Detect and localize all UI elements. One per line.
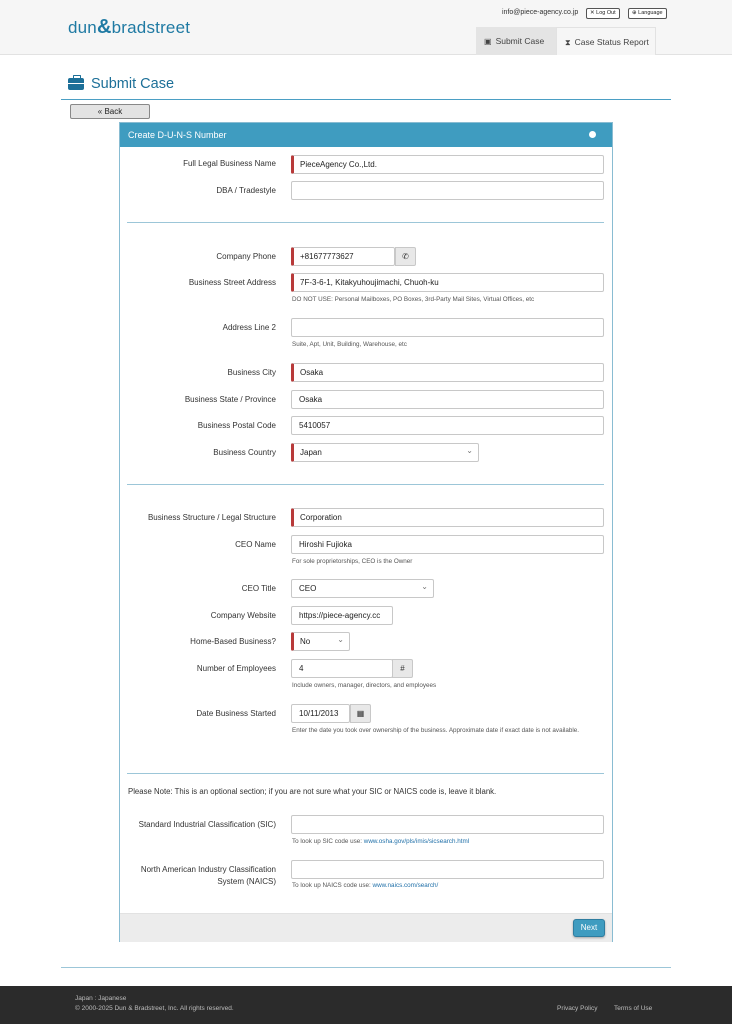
panel-header bbox=[120, 123, 612, 147]
hourglass-icon: ⧗ bbox=[565, 38, 571, 47]
home-based-label: Home-Based Business? bbox=[190, 637, 276, 646]
postal-field[interactable]: 5410057 bbox=[291, 416, 604, 435]
website-label: Company Website bbox=[210, 611, 276, 620]
ceo-name-help: For sole proprietorships, CEO is the Owner bbox=[292, 558, 413, 565]
postal-label: Business Postal Code bbox=[197, 421, 276, 430]
street-help: DO NOT USE: Personal Mailboxes, PO Boxes, 3rd-Party Mail Sites, Virtual Offices, etc bbox=[292, 296, 535, 303]
naics-help-text: To look up NAICS code use: bbox=[292, 882, 373, 889]
briefcase-icon: ▣ bbox=[484, 37, 492, 46]
status-dot-icon bbox=[589, 131, 596, 138]
site-header bbox=[0, 0, 732, 55]
tab-case-status-label: Case Status Report bbox=[574, 37, 649, 47]
tab-submit-case-label: Submit Case bbox=[495, 36, 545, 46]
logo-text-left: dun bbox=[68, 18, 97, 37]
city-field[interactable]: Osaka bbox=[291, 363, 604, 382]
employees-help: Include owners, manager, directors, and employees bbox=[292, 682, 437, 689]
next-button[interactable]: Next bbox=[573, 919, 605, 937]
street-field[interactable]: 7F-3-6-1, Kitakyuhoujimachi, Chuoh-ku bbox=[291, 273, 604, 292]
privacy-policy-link[interactable]: Privacy Policy bbox=[557, 1005, 598, 1012]
logout-button[interactable]: ✕ Log Out bbox=[586, 8, 620, 19]
phone-field[interactable]: +81677773627 bbox=[291, 247, 395, 266]
language-button[interactable]: ⊕ Language bbox=[628, 8, 667, 19]
sic-help bbox=[292, 838, 469, 845]
calendar-icon[interactable]: ▦ bbox=[350, 704, 371, 723]
section-divider bbox=[127, 484, 604, 485]
ceo-name-label: CEO Name bbox=[235, 540, 276, 549]
naics-help bbox=[292, 882, 438, 889]
sic-field[interactable] bbox=[291, 815, 604, 834]
terms-of-use-link[interactable]: Terms of Use bbox=[614, 1005, 653, 1012]
website-field[interactable]: https://piece-agency.cc bbox=[291, 606, 393, 625]
naics-field[interactable] bbox=[291, 860, 604, 879]
hash-icon: # bbox=[392, 659, 413, 678]
page-title bbox=[68, 76, 174, 92]
ceo-name-field[interactable]: Hiroshi Fujioka bbox=[291, 535, 604, 554]
street-label: Business Street Address bbox=[188, 278, 276, 287]
naics-label: North American Industry Classification System (NAICS) bbox=[140, 865, 276, 886]
title-divider bbox=[61, 99, 671, 100]
date-started-help: Enter the date you took over ownership of the business. Approximate date if exact date is not available. bbox=[292, 727, 580, 734]
panel-title: Create D-U-N-S Number bbox=[128, 130, 227, 140]
country-select[interactable]: Japan ⌄ bbox=[291, 443, 479, 462]
address2-label: Address Line 2 bbox=[222, 323, 276, 332]
footer-copyright: © 2000-2025 Dun & Bradstreet, Inc. All rights reserved. bbox=[75, 1005, 234, 1012]
state-field[interactable]: Osaka bbox=[291, 390, 604, 409]
city-label: Business City bbox=[227, 368, 276, 377]
logo-ampersand: & bbox=[96, 16, 112, 38]
ceo-title-label: CEO Title bbox=[241, 584, 276, 593]
employees-field[interactable]: 4 bbox=[291, 659, 393, 678]
legal-name-field[interactable]: PieceAgency Co.,Ltd. bbox=[291, 155, 604, 174]
tab-submit-case[interactable] bbox=[476, 27, 556, 55]
home-based-select[interactable]: No ⌄ bbox=[291, 632, 350, 651]
address2-help: Suite, Apt, Unit, Building, Warehouse, etc bbox=[292, 341, 407, 348]
sic-help-text: To look up SIC code use: bbox=[292, 838, 364, 845]
back-button[interactable]: « Back bbox=[70, 104, 150, 119]
employees-label: Number of Employees bbox=[196, 664, 276, 673]
footer-divider bbox=[61, 967, 671, 968]
section-divider bbox=[127, 773, 604, 774]
logo-text-right: bradstreet bbox=[111, 18, 191, 37]
legal-name-label: Full Legal Business Name bbox=[183, 159, 276, 168]
page-title-text: Submit Case bbox=[91, 76, 175, 92]
tab-case-status-report[interactable] bbox=[556, 27, 656, 55]
phone-icon: ✆ bbox=[395, 247, 416, 266]
date-started-label: Date Business Started bbox=[196, 709, 276, 718]
sic-lookup-link[interactable]: www.osha.gov/pls/imis/sicsearch.html bbox=[363, 838, 470, 845]
panel-footer bbox=[120, 913, 612, 942]
dba-label: DBA / Tradestyle bbox=[216, 186, 276, 195]
address2-field[interactable] bbox=[291, 318, 604, 337]
section-divider bbox=[127, 222, 604, 223]
briefcase-icon bbox=[68, 78, 84, 90]
site-footer bbox=[0, 986, 732, 1024]
footer-language[interactable]: Japan : Japanese bbox=[75, 995, 127, 1002]
date-started-field[interactable]: 10/11/2013 bbox=[291, 704, 350, 723]
state-label: Business State / Province bbox=[184, 395, 276, 404]
structure-field[interactable]: Corporation bbox=[291, 508, 604, 527]
optional-section-note: Please Note: This is an optional section; if you are not sure what your SIC or NAICS code is, leave it blank. bbox=[128, 787, 497, 796]
structure-label: Business Structure / Legal Structure bbox=[147, 513, 276, 522]
phone-label: Company Phone bbox=[216, 252, 276, 261]
user-email: info@piece-agency.co.jp bbox=[502, 9, 579, 16]
sic-label: Standard Industrial Classification (SIC) bbox=[138, 820, 276, 829]
country-label: Business Country bbox=[213, 448, 276, 457]
naics-lookup-link[interactable]: www.naics.com/search/ bbox=[372, 882, 439, 889]
ceo-title-select[interactable]: CEO ⌄ bbox=[291, 579, 434, 598]
dnb-logo[interactable] bbox=[68, 16, 190, 39]
dba-field[interactable] bbox=[291, 181, 604, 200]
